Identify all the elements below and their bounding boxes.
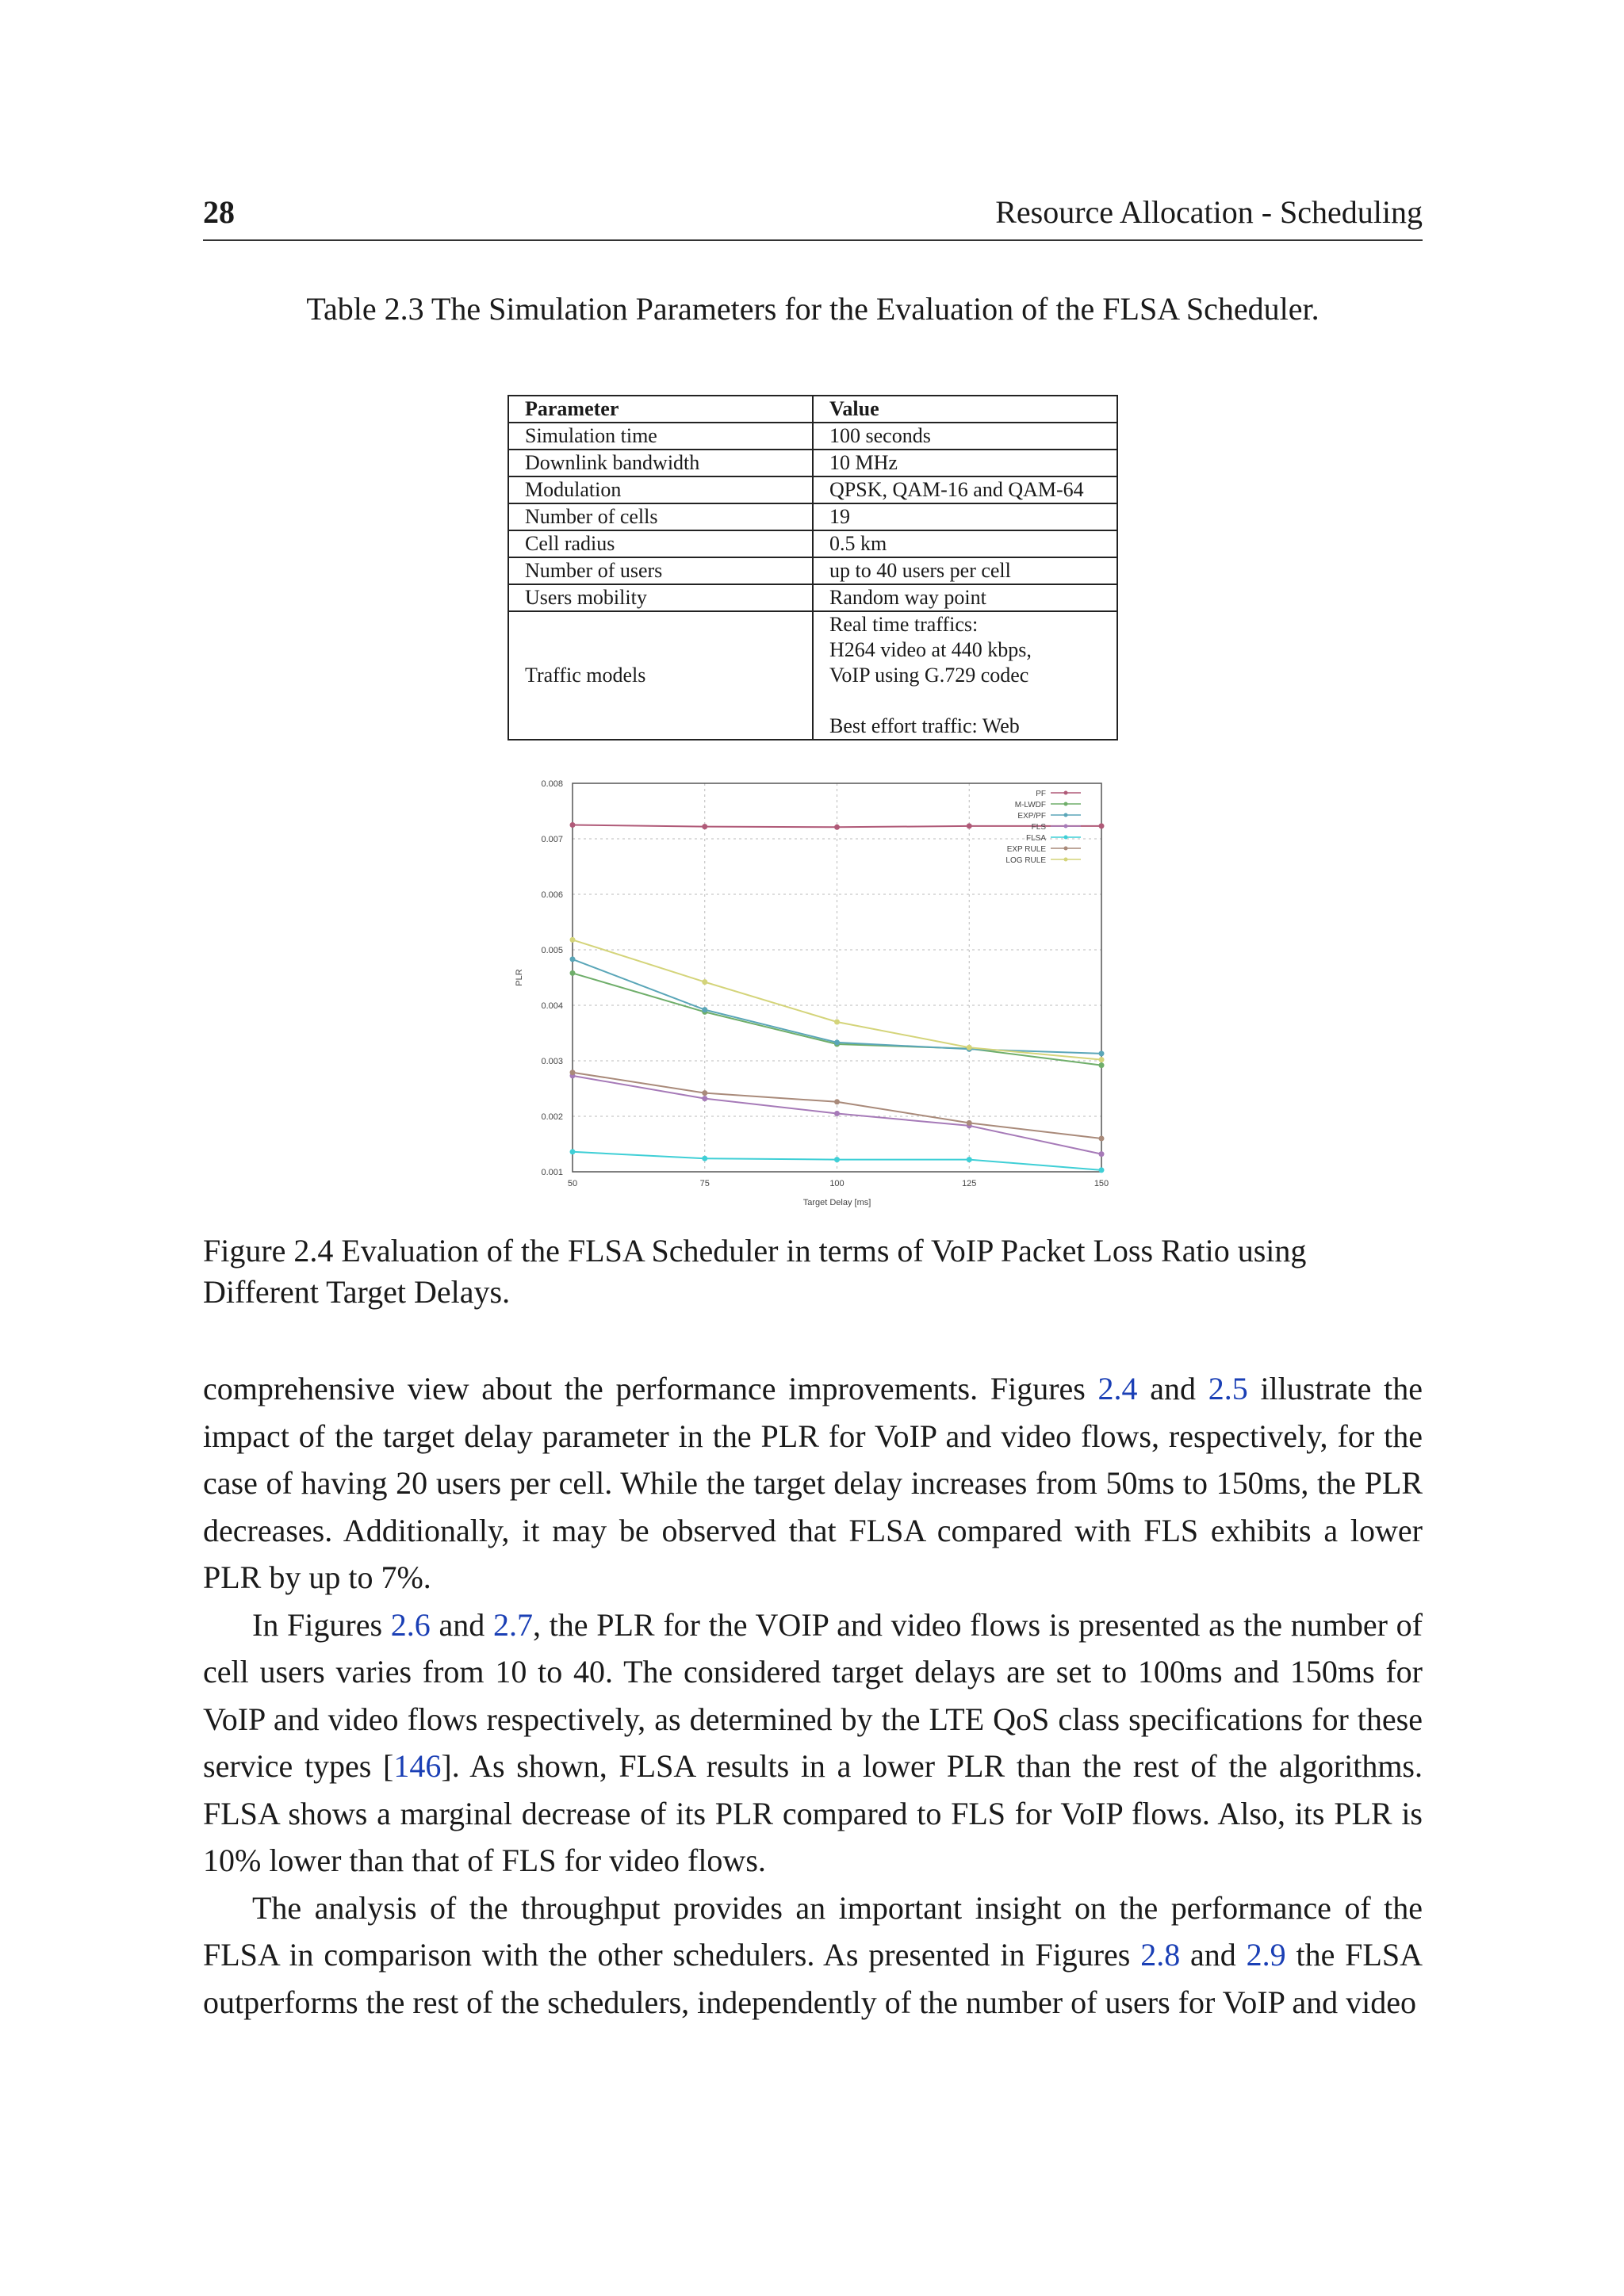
y-tick-label: 0.001: [541, 1168, 563, 1177]
plr-line-chart: [500, 769, 1126, 1213]
y-tick-label: 0.006: [541, 890, 563, 900]
table-row: [508, 557, 1117, 584]
table-row: [508, 503, 1117, 530]
table-cell-parameter: Simulation time: [508, 423, 813, 450]
data-point: [702, 1156, 707, 1161]
x-tick-label: 50: [567, 1179, 578, 1188]
table-header-row: [508, 396, 1117, 423]
table-row: [508, 530, 1117, 557]
text-run: ]. As shown, FLSA results in a lower PLR than the rest of the algorithms. FLSA shows a marginal decrease of its PLR compared to FLS for VoIP flows. Also, its PLR is 10% lower than that of FLS for video flows.: [203, 1748, 1423, 1878]
data-point: [1099, 1057, 1105, 1062]
data-point: [570, 1149, 576, 1154]
legend-label: M-LWDF: [1014, 801, 1046, 809]
figure-link[interactable]: 2.5: [1208, 1371, 1248, 1406]
table-row: [508, 450, 1117, 476]
x-axis-label: Target Delay [ms]: [802, 1198, 871, 1207]
data-point: [1099, 1151, 1105, 1157]
text-run: , the PLR for the VOIP and video flows is presented as the number of cell users varies from 10 to 40. The considered target delays are set to 100ms and 150ms for VoIP and video flows respectively, as determined by the LTE QoS class specifications for these service types [: [203, 1606, 1423, 1784]
data-point: [1099, 1050, 1105, 1056]
y-tick-label: 0.008: [541, 779, 563, 789]
y-tick-label: 0.003: [541, 1057, 563, 1066]
data-point: [1099, 1167, 1105, 1173]
data-point: [1099, 1062, 1105, 1068]
legend-label: EXP/PF: [1017, 812, 1046, 821]
table-cell-parameter: Modulation: [508, 476, 813, 503]
data-point: [702, 1090, 707, 1096]
table-cell-value: 10 MHz: [813, 450, 1117, 476]
text-run: and: [1137, 1371, 1208, 1406]
table-row: [508, 584, 1117, 611]
table-row: [508, 423, 1117, 450]
figure-link[interactable]: 2.6: [390, 1606, 431, 1643]
table-header-value: Value: [813, 396, 1117, 423]
legend-label: PF: [1036, 790, 1046, 798]
data-point: [570, 822, 576, 828]
text-run: and: [430, 1606, 493, 1643]
y-tick-label: 0.005: [541, 946, 563, 955]
data-point: [570, 1070, 576, 1075]
data-point: [967, 1045, 972, 1050]
data-point: [834, 1039, 840, 1045]
data-point: [702, 1096, 707, 1101]
legend-marker: [1064, 802, 1068, 806]
data-point: [834, 1157, 840, 1162]
table-cell-parameter: Number of cells: [508, 503, 813, 530]
data-point: [570, 956, 576, 962]
legend-marker: [1064, 791, 1068, 795]
data-point: [1099, 823, 1105, 828]
table-header-parameter: Parameter: [508, 396, 813, 423]
y-axis-label: PLR: [515, 969, 524, 986]
text-run: In Figures: [252, 1606, 391, 1643]
table-cell-value: 19: [813, 503, 1117, 530]
paragraph: [203, 1365, 1423, 1601]
table-cell-parameter: Users mobility: [508, 584, 813, 611]
running-title: Resource Allocation - Scheduling: [995, 194, 1423, 230]
table-cell-value: Random way point: [813, 584, 1117, 611]
table-cell-value: [813, 611, 1117, 740]
traffic-line: Real time traffics:: [829, 613, 979, 636]
data-point: [570, 970, 576, 976]
table-cell-parameter: Number of users: [508, 557, 813, 584]
y-tick-label: 0.004: [541, 1001, 563, 1011]
figure-link[interactable]: 2.9: [1246, 1937, 1286, 1973]
traffic-line: H264 video at 440 kbps,: [829, 638, 1032, 661]
legend-marker: [1064, 836, 1068, 840]
table-row-traffic: [508, 611, 1117, 740]
legend-label: FLSA: [1025, 834, 1046, 843]
citation-link[interactable]: 146: [393, 1748, 442, 1784]
data-point: [967, 823, 972, 828]
table-row: [508, 476, 1117, 503]
data-point: [834, 1111, 840, 1116]
data-point: [834, 1099, 840, 1104]
legend-label: LOG RULE: [1005, 856, 1046, 865]
text-run: The analysis of the throughput provides an important insight on the performance of the FLSA in comparison with the other schedulers. As presented in Figures: [203, 1889, 1423, 1973]
table-cell-parameter: Traffic models: [508, 611, 813, 740]
paragraph: [203, 1601, 1423, 1885]
data-point: [702, 1007, 707, 1012]
legend-marker: [1064, 858, 1068, 862]
data-point: [834, 1020, 840, 1025]
data-point: [967, 1120, 972, 1126]
data-point: [967, 1157, 972, 1162]
traffic-line: VoIP using G.729 codec: [829, 664, 1029, 687]
legend-label: EXP RULE: [1006, 845, 1046, 854]
text-run: and: [1180, 1937, 1247, 1973]
figure-link[interactable]: 2.7: [492, 1606, 533, 1643]
table-caption: Table 2.3 The Simulation Parameters for the Evaluation of the FLSA Scheduler.: [306, 291, 1320, 327]
page-number: 28: [203, 194, 235, 230]
figure-link[interactable]: 2.4: [1097, 1371, 1138, 1406]
page-header: [203, 193, 1423, 241]
data-point: [1099, 1136, 1105, 1142]
data-point: [570, 937, 576, 943]
body-text: [203, 1365, 1423, 2026]
table-cell-value: up to 40 users per cell: [813, 557, 1117, 584]
table-cell-value: QPSK, QAM-16 and QAM-64: [813, 476, 1117, 503]
figure-caption: Figure 2.4 Evaluation of the FLSA Scheduler in terms of VoIP Packet Loss Ratio using Different Target Delays.: [203, 1233, 1307, 1310]
parameters-table: [508, 395, 1118, 740]
table-cell-parameter: Cell radius: [508, 530, 813, 557]
traffic-line: Best effort traffic: Web: [829, 714, 1020, 737]
traffic-line: [829, 688, 1116, 714]
data-point: [702, 824, 707, 829]
x-tick-label: 150: [1094, 1179, 1109, 1188]
data-point: [702, 979, 707, 985]
legend-label: FLS: [1031, 823, 1046, 832]
x-tick-label: 125: [962, 1179, 977, 1188]
text-run: the FLSA outperforms the rest of the schedulers, independently of the number of users for VoIP and video: [203, 1937, 1423, 2020]
x-tick-label: 100: [829, 1179, 845, 1188]
legend-marker: [1064, 825, 1068, 828]
y-tick-label: 0.007: [541, 835, 563, 844]
figure-link[interactable]: 2.8: [1140, 1937, 1181, 1973]
text-run: comprehensive view about the performance improvements. Figures: [203, 1371, 1098, 1406]
y-tick-label: 0.002: [541, 1112, 563, 1122]
x-tick-label: 75: [699, 1179, 710, 1188]
legend-marker: [1064, 847, 1068, 851]
text-run: illustrate the impact of the target delay parameter in the PLR for VoIP and video flows, respectively, for the case of having 20 users per cell. While the target delay increases from 50ms to 150ms, the PLR decreases. Additionally, it may be observed that FLSA compared with FLS exhibits a lower PLR by up to 7%.: [203, 1371, 1423, 1595]
table-cell-value: 100 seconds: [813, 423, 1117, 450]
legend-marker: [1064, 813, 1068, 817]
table-cell-parameter: Downlink bandwidth: [508, 450, 813, 476]
paragraph: [203, 1885, 1423, 2026]
table-cell-value: 0.5 km: [813, 530, 1117, 557]
data-point: [834, 825, 840, 830]
